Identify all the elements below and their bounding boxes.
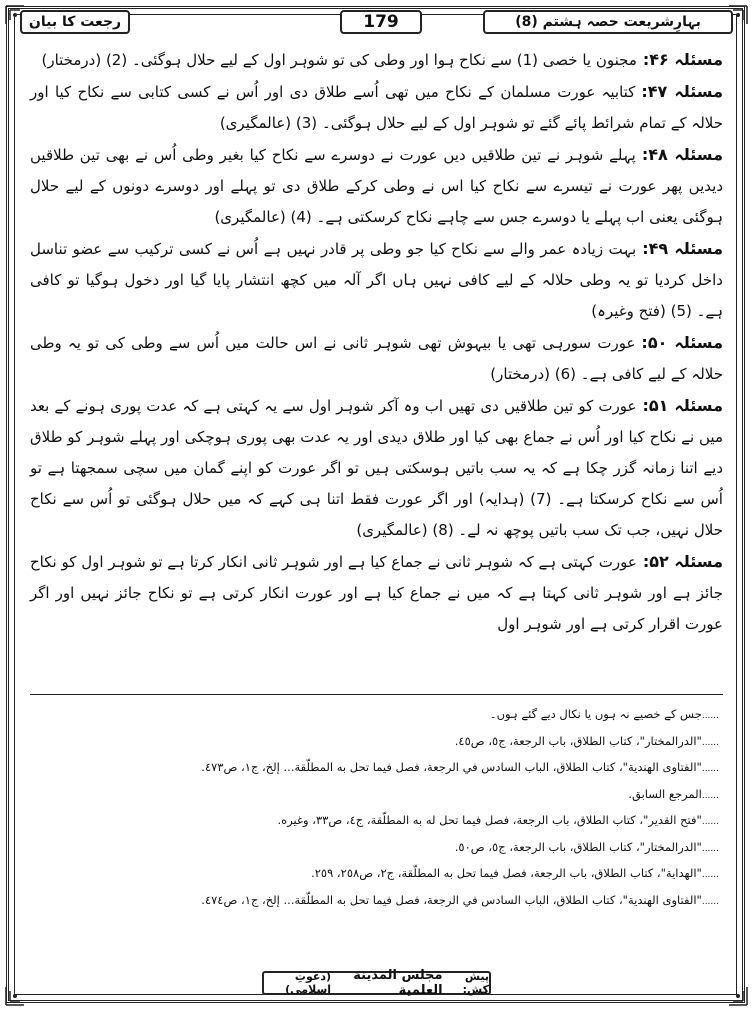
masala-label: مسئلہ ۴۸: [641, 145, 723, 164]
footnote: ......"الفتاوى الهندية"، كتاب الطلاق، الباب السادس في الرجعة، فصل فيما تحل به المطلّقة... إلخ، ج١، ص٤٧٣. [201, 760, 719, 774]
page-footer [0, 968, 753, 998]
footnote-text: "الدرالمختار"، كتاب الطلاق، باب الرجعة، ج٥، ص٤٥. [454, 733, 702, 748]
masala-label: مسئلہ ۴۶: [642, 50, 723, 69]
masala-text: عورت کو تین طلاقیں دی تھیں اب وہ آکر شوہر اول سے یہ کہتی ہے کہ عدت پوری ہونے کے بعد میں نے نکاح کیا اور اُس نے جماع بھی کیا اور طلاق دیدی اور یہ عدت بھی پوری ہوچکی اور پہلے شوہر کو طلاق دیے اتنا زمانہ گزر چکا ہے کہ یہ سب باتیں ہوسکتی ہیں تو اگر عورت کو اپنے گمان میں سچی سمجھتا ہے تو اُس سے نکاح کرسکتا ہے۔ (7) (ہدایہ) اور اگر عورت فقط اتنا ہی کہے کہ میں حلال ہوگئی تو اُس سے نکاح حلال نہیں، جب تک سب باتیں پوچھ نہ لے۔ (8) (عالمگیری) [30, 397, 723, 539]
publisher-affiliation: (دعوتِ اسلامی) [285, 970, 332, 996]
chapter-title: رجعت کا بیان [20, 10, 130, 34]
footnote-text: "الدرالمختار"، كتاب الطلاق، باب الرجعة، ج٥، ص٥٠. [454, 839, 702, 854]
footnote-text: "فتح القدير"، كتاب الطلاق، باب الرجعة، فصل فيما تحل له به المطلّقة، ج٤، ص٣٣، وغيره. [277, 813, 702, 827]
footnote: ......"الدرالمختار"، كتاب الطلاق، باب الرجعة، ج٥، ص٤٥. [454, 733, 719, 748]
footnote-text: المرجع السابق. [628, 786, 702, 801]
masala-paragraph [30, 546, 723, 640]
masala-paragraph [30, 44, 723, 76]
masala-label: مسئلہ ۵۰: [641, 333, 723, 352]
footnote-text: "الفتاوى الهندية"، كتاب الطلاق، الباب السادس في الرجعة، فصل فيما تحل به المطلّقة... إلخ، ج١، ص٤٧٤. [201, 892, 702, 907]
main-text [30, 44, 723, 640]
masala-paragraph [30, 390, 723, 546]
footnote: ......"الدرالمختار"، كتاب الطلاق، باب الرجعة، ج٥، ص٥٠. [454, 839, 719, 854]
masala-text: کتابیہ عورت مسلمان کے نکاح میں تھی اُسے طلاق دی اور اُس نے کسی کتابی سے نکاح کیا اور حلالہ کے تمام شرائط پائے گئے تو شوہر اول کے لیے حلال ہوگئی۔ (3) (عالمگیری) [30, 83, 723, 132]
book-title: بہارِشریعت حصہ ہشتم (8) [483, 10, 733, 34]
footnote-text: "الهداية"، كتاب الطلاق، باب الرجعة، فصل فيما تحل به المطلّقة، ج٢، ص٢٥٨، ٢٥٩. [311, 866, 702, 880]
masala-text: عورت کہتی ہے کہ شوہر ثانی نے جماع کیا ہے اور شوہر ثانی انکار کرتا ہے تو شوہر اول کو نکاح جائز ہے اور شوہر ثانی کہتا ہے کہ میں نے جماع کیا ہے اور عورت انکار کرتی ہے تو نکاح جائز نہیں اور اگر عورت اقرار کرتی ہے اور شوہر اول [30, 553, 723, 633]
masala-text: پہلے شوہر نے تین طلاقیں دیں عورت نے دوسرے سے نکاح کیا بغیر وطی اُس نے بھی تین طلاقیں دیدیں پھر عورت نے تیسرے سے نکاح کیا اس نے وطی کرکے طلاق دی تو پہلے اور دوسرے دونوں کے لیے حلال ہوگئی یعنی اب پہلے یا دوسرے جس سے چاہے نکاح کرسکتی ہے۔ (4) (عالمگیری) [30, 146, 723, 226]
footnote: ......"الفتاوى الهندية"، كتاب الطلاق، الباب السادس في الرجعة، فصل فيما تحل به المطلّقة... إلخ، ج١، ص٤٧٤. [201, 892, 719, 907]
footnote: ......"فتح القدير"، كتاب الطلاق، باب الرجعة، فصل فيما تحل له به المطلّقة، ج٤، ص٣٣، وغيره. [277, 813, 719, 827]
publisher-name: مجلس المدينة العلمية [353, 968, 443, 998]
footnote-text: "الفتاوى الهندية"، كتاب الطلاق، الباب السادس في الرجعة، فصل فيما تحل به المطلّقة... إلخ، ج١، ص٤٧٣. [201, 760, 702, 774]
masala-paragraph [30, 327, 723, 390]
footnotes [30, 702, 723, 914]
masala-text: مجنون یا خصی (1) سے نکاح ہوا اور وطی کی تو شوہر اول کے لیے حلال ہوگئی۔ (2) (درمختار) [41, 51, 637, 69]
footnote: ......جس کے خصیے نہ ہوں یا نکال دیے گئے ہوں۔ [489, 707, 719, 721]
footnote-text: جس کے خصیے نہ ہوں یا نکال دیے گئے ہوں۔ [489, 707, 702, 721]
masala-label: مسئلہ ۵۱: [642, 396, 723, 415]
masala-label: مسئلہ ۵۲: [642, 552, 723, 571]
masala-text: عورت سورہی تھی یا بیہوش تھی شوہر ثانی نے اس حالت میں اُس سے وطی کی تو یہ وطی حلالہ کے لیے کافی ہے۔ (6) (درمختار) [30, 334, 723, 383]
page-number: 179 [340, 10, 422, 34]
publisher-box [262, 968, 491, 998]
footnote: ......المرجع السابق. [628, 786, 719, 801]
masala-paragraph [30, 76, 723, 139]
footnote: ......"الهداية"، كتاب الطلاق، باب الرجعة، فصل فيما تحل به المطلّقة، ج٢، ص٢٥٨، ٢٥٩. [311, 866, 719, 880]
masala-paragraph [30, 233, 723, 327]
masala-text: بہت زیادہ عمر والے سے نکاح کیا جو وطی پر قادر نہیں ہے اُس نے کسی ترکیب سے عضو تناسل داخل کردیا تو یہ وطی حلالہ کے لیے کافی نہیں ہاں اگر آلہ میں کچھ انتشار پایا گیا اور دخول ہوگیا تو کافی ہے۔ (5) (فتح وغیرہ) [30, 240, 723, 320]
masala-label: مسئلہ ۴۷: [641, 82, 723, 101]
footnote-divider [30, 694, 723, 695]
masala-paragraph [30, 139, 723, 233]
page-header [20, 8, 733, 36]
presented-by-label: پیش کش: [462, 970, 489, 996]
masala-label: مسئلہ ۴۹: [642, 239, 723, 258]
